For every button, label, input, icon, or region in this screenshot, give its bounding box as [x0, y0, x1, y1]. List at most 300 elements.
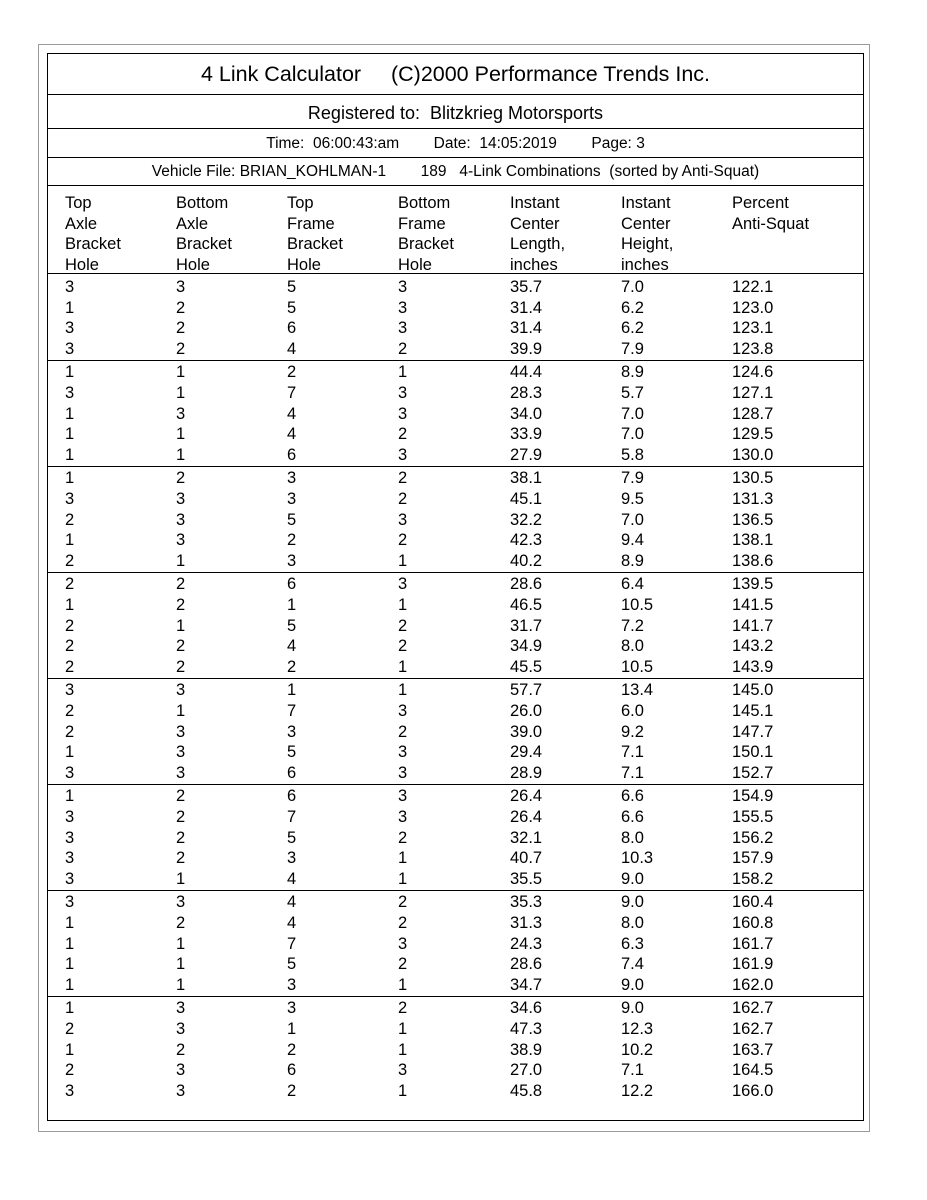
cell-ic-height: 9.0	[621, 869, 644, 888]
cell-anti-squat: 162.7	[732, 999, 774, 1018]
cell-top-frame-hole: 4	[287, 893, 297, 912]
cell-top-frame-hole: 5	[287, 743, 297, 762]
cell-top-axle-hole: 2	[65, 657, 75, 676]
registered-name: Blitzkrieg Motorsports	[430, 103, 604, 123]
cell-bottom-axle-hole: 1	[176, 384, 186, 402]
cell-top-frame-hole: 5	[287, 298, 297, 317]
cell-top-axle-hole: 3	[65, 828, 75, 847]
cell-top-frame-hole: 5	[287, 616, 297, 635]
cell-anti-squat: 136.5	[732, 510, 774, 529]
cell-bottom-frame-hole: 3	[398, 1061, 408, 1080]
cell-ic-length: 31.4	[510, 319, 543, 338]
cell-ic-length: 45.5	[510, 657, 543, 676]
header-line: Anti-Squat	[732, 214, 810, 233]
cell-bottom-frame-hole: 1	[398, 1040, 408, 1059]
cell-top-axle-hole: 3	[65, 869, 75, 888]
time-label: Time:	[266, 135, 305, 152]
cell-ic-length: 38.9	[510, 1040, 543, 1059]
cell-ic-height: 7.0	[621, 510, 644, 529]
cell-anti-squat: 123.0	[732, 298, 774, 317]
cell-ic-height: 5.8	[621, 445, 644, 464]
cell-ic-length: 46.5	[510, 596, 543, 614]
cell-top-frame-hole: 4	[287, 869, 297, 888]
cell-anti-squat: 129.5	[732, 425, 774, 444]
header-line: Top	[65, 194, 92, 212]
cell-top-axle-hole: 1	[65, 1040, 75, 1059]
cell-bottom-frame-hole: 3	[398, 763, 408, 782]
cell-bottom-axle-hole: 2	[176, 1040, 186, 1059]
cell-bottom-frame-hole: 3	[398, 278, 408, 296]
cell-top-frame-hole: 5	[287, 510, 297, 529]
registration-line	[48, 104, 863, 122]
vehicle-file-value: BRIAN_KOHLMAN-1	[239, 163, 387, 180]
cell-top-axle-hole: 3	[65, 319, 75, 338]
cell-top-frame-hole: 4	[287, 637, 297, 656]
header-line: Hole	[176, 255, 210, 274]
group-divider	[48, 678, 863, 679]
cell-ic-length: 32.1	[510, 828, 543, 847]
cell-anti-squat: 145.1	[732, 702, 774, 720]
cell-bottom-axle-hole: 2	[176, 657, 186, 676]
cell-top-frame-hole: 2	[287, 1040, 297, 1059]
cell-ic-length: 28.6	[510, 955, 543, 974]
header-line: Hole	[65, 255, 99, 274]
cell-top-frame-hole: 5	[287, 955, 297, 974]
cell-top-frame-hole: 6	[287, 445, 297, 464]
cell-top-frame-hole: 2	[287, 531, 297, 550]
cell-ic-length: 29.4	[510, 743, 543, 762]
cell-anti-squat: 163.7	[732, 1040, 774, 1059]
cell-bottom-axle-hole: 1	[176, 934, 186, 953]
cell-bottom-axle-hole: 1	[176, 955, 186, 974]
cell-ic-length: 28.3	[510, 384, 543, 402]
cell-ic-height: 12.3	[621, 1020, 654, 1038]
header-line: Height,	[621, 235, 674, 254]
cell-top-frame-hole: 2	[287, 657, 297, 676]
cell-top-axle-hole: 1	[65, 363, 75, 382]
cell-bottom-frame-hole: 3	[398, 510, 408, 529]
cell-ic-height: 10.3	[621, 849, 654, 868]
cell-ic-length: 31.3	[510, 914, 543, 932]
header-line: inches	[510, 255, 558, 274]
cell-bottom-axle-hole: 2	[176, 319, 186, 338]
cell-top-axle-hole: 3	[65, 893, 75, 912]
header-line: inches	[621, 255, 669, 274]
cell-anti-squat: 160.4	[732, 893, 774, 912]
report-meta	[48, 136, 863, 152]
cell-ic-length: 26.4	[510, 787, 543, 806]
cell-bottom-frame-hole: 2	[398, 914, 408, 932]
cell-top-axle-hole: 1	[65, 914, 75, 932]
cell-ic-length: 28.9	[510, 763, 543, 782]
cell-anti-squat: 141.5	[732, 596, 774, 614]
cell-bottom-frame-hole: 1	[398, 869, 408, 888]
cell-top-axle-hole: 2	[65, 1020, 75, 1038]
cell-top-axle-hole: 2	[65, 616, 75, 635]
combinations-count: 189	[420, 163, 447, 180]
cell-ic-length: 45.8	[510, 1081, 543, 1100]
cell-bottom-frame-hole: 1	[398, 657, 408, 676]
cell-top-frame-hole: 6	[287, 1061, 297, 1080]
cell-ic-height: 8.0	[621, 637, 644, 656]
cell-ic-length: 42.3	[510, 531, 543, 550]
cell-anti-squat: 147.7	[732, 722, 774, 741]
vehicle-info	[48, 164, 863, 180]
cell-anti-squat: 130.0	[732, 445, 774, 464]
cell-anti-squat: 156.2	[732, 828, 774, 847]
cell-anti-squat: 128.7	[732, 404, 774, 423]
cell-top-axle-hole: 3	[65, 1081, 75, 1100]
cell-top-frame-hole: 4	[287, 339, 297, 358]
cell-bottom-axle-hole: 3	[176, 490, 186, 508]
header-line: Bottom	[176, 194, 229, 212]
cell-ic-height: 7.9	[621, 339, 644, 358]
cell-bottom-frame-hole: 3	[398, 808, 408, 826]
cell-bottom-frame-hole: 1	[398, 596, 408, 614]
cell-anti-squat: 157.9	[732, 849, 774, 868]
header-line: Bracket	[65, 235, 121, 254]
cell-bottom-axle-hole: 3	[176, 999, 186, 1018]
cell-ic-height: 7.2	[621, 616, 644, 635]
cell-top-frame-hole: 6	[287, 575, 297, 594]
report-title	[48, 64, 863, 86]
cell-bottom-axle-hole: 3	[176, 763, 186, 782]
header-line: Bottom	[398, 194, 451, 212]
cell-anti-squat: 155.5	[732, 808, 774, 826]
page-label: Page:	[591, 135, 632, 152]
header-line: Bracket	[176, 235, 232, 254]
cell-top-frame-hole: 4	[287, 425, 297, 444]
header-line: Instant	[510, 194, 560, 212]
cell-bottom-frame-hole: 3	[398, 934, 408, 953]
cell-top-axle-hole: 3	[65, 808, 75, 826]
cell-bottom-axle-hole: 3	[176, 722, 186, 741]
cell-top-frame-hole: 7	[287, 934, 297, 953]
cell-top-frame-hole: 3	[287, 722, 297, 741]
header-top-axle-hole	[65, 193, 121, 275]
header-ic-length	[510, 193, 565, 275]
cell-bottom-frame-hole: 1	[398, 1081, 408, 1100]
cell-bottom-axle-hole: 3	[176, 743, 186, 762]
cell-top-axle-hole: 2	[65, 575, 75, 594]
cell-bottom-frame-hole: 1	[398, 1020, 408, 1038]
cell-anti-squat: 141.7	[732, 616, 774, 635]
cell-bottom-frame-hole: 3	[398, 319, 408, 338]
combinations-label: 4-Link Combinations (sorted by Anti-Squat)	[459, 163, 760, 180]
group-divider	[48, 466, 863, 467]
cell-ic-length: 27.9	[510, 445, 543, 464]
cell-bottom-axle-hole: 2	[176, 849, 186, 868]
cell-bottom-frame-hole: 3	[398, 384, 408, 402]
cell-bottom-frame-hole: 2	[398, 828, 408, 847]
cell-top-axle-hole: 2	[65, 722, 75, 741]
cell-anti-squat: 162.0	[732, 975, 774, 994]
cell-bottom-axle-hole: 1	[176, 702, 186, 720]
cell-top-axle-hole: 1	[65, 404, 75, 423]
cell-ic-height: 7.1	[621, 763, 644, 782]
cell-ic-height: 9.2	[621, 722, 644, 741]
header-line: Frame	[287, 214, 335, 233]
cell-ic-height: 6.4	[621, 575, 644, 594]
cell-bottom-axle-hole: 3	[176, 404, 186, 423]
cell-bottom-axle-hole: 2	[176, 469, 186, 488]
date-label: Date:	[433, 135, 471, 152]
cell-anti-squat: 145.0	[732, 681, 774, 700]
cell-ic-length: 35.7	[510, 278, 543, 296]
cell-anti-squat: 158.2	[732, 869, 774, 888]
group-divider	[48, 572, 863, 573]
cell-top-axle-hole: 1	[65, 531, 75, 550]
header-line: Axle	[65, 214, 98, 233]
cell-ic-length: 40.7	[510, 849, 543, 868]
cell-top-axle-hole: 1	[65, 975, 75, 994]
cell-anti-squat: 124.6	[732, 363, 774, 382]
cell-bottom-frame-hole: 2	[398, 893, 408, 912]
cell-ic-length: 32.2	[510, 510, 543, 529]
cell-top-frame-hole: 4	[287, 404, 297, 423]
cell-ic-height: 12.2	[621, 1081, 654, 1100]
cell-ic-length: 35.3	[510, 893, 543, 912]
cell-top-axle-hole: 3	[65, 339, 75, 358]
cell-ic-length: 33.9	[510, 425, 543, 444]
cell-ic-height: 8.0	[621, 828, 644, 847]
cell-ic-height: 8.0	[621, 914, 644, 932]
cell-top-frame-hole: 1	[287, 596, 297, 614]
cell-anti-squat: 138.1	[732, 531, 774, 550]
cell-top-axle-hole: 1	[65, 445, 75, 464]
cell-ic-length: 45.1	[510, 490, 543, 508]
cell-ic-height: 9.4	[621, 531, 644, 550]
cell-top-axle-hole: 3	[65, 278, 75, 296]
date-value: 14:05:2019	[479, 135, 557, 152]
cell-top-axle-hole: 3	[65, 681, 75, 700]
cell-ic-length: 44.4	[510, 363, 543, 382]
cell-ic-length: 34.0	[510, 404, 543, 423]
cell-anti-squat: 139.5	[732, 575, 774, 594]
cell-bottom-axle-hole: 2	[176, 828, 186, 847]
cell-top-frame-hole: 3	[287, 551, 297, 570]
cell-ic-length: 40.2	[510, 551, 543, 570]
group-divider	[48, 996, 863, 997]
cell-top-frame-hole: 1	[287, 1020, 297, 1038]
copyright: (C)2000 Performance Trends Inc.	[390, 62, 711, 86]
cell-ic-height: 10.2	[621, 1040, 654, 1059]
cell-ic-height: 9.0	[621, 893, 644, 912]
page-number: 3	[636, 135, 645, 152]
cell-top-frame-hole: 5	[287, 278, 297, 296]
cell-bottom-axle-hole: 2	[176, 808, 186, 826]
cell-bottom-axle-hole: 1	[176, 975, 186, 994]
cell-bottom-axle-hole: 1	[176, 425, 186, 444]
registered-label: Registered to:	[307, 103, 420, 123]
group-divider	[48, 784, 863, 785]
cell-bottom-axle-hole: 2	[176, 298, 186, 317]
cell-ic-height: 9.5	[621, 490, 644, 508]
header-line: Frame	[398, 214, 446, 233]
header-line: Top	[287, 194, 314, 212]
cell-top-frame-hole: 3	[287, 490, 297, 508]
cell-ic-length: 39.9	[510, 339, 543, 358]
cell-bottom-frame-hole: 2	[398, 469, 408, 488]
cell-ic-height: 8.9	[621, 363, 644, 382]
header-line: Hole	[398, 255, 432, 274]
header-bottom-axle-hole	[176, 193, 232, 275]
cell-ic-height: 7.1	[621, 743, 644, 762]
cell-ic-height: 6.6	[621, 808, 644, 826]
cell-ic-height: 6.3	[621, 934, 644, 953]
cell-top-frame-hole: 6	[287, 763, 297, 782]
cell-ic-length: 35.5	[510, 869, 543, 888]
cell-bottom-axle-hole: 2	[176, 575, 186, 594]
group-divider	[48, 273, 863, 274]
cell-top-frame-hole: 7	[287, 808, 297, 826]
cell-bottom-frame-hole: 2	[398, 339, 408, 358]
cell-top-frame-hole: 3	[287, 999, 297, 1018]
cell-bottom-frame-hole: 2	[398, 955, 408, 974]
divider	[48, 185, 863, 186]
cell-top-frame-hole: 3	[287, 849, 297, 868]
cell-anti-squat: 131.3	[732, 490, 774, 508]
cell-bottom-frame-hole: 1	[398, 551, 408, 570]
cell-top-frame-hole: 3	[287, 469, 297, 488]
cell-anti-squat: 130.5	[732, 469, 774, 488]
cell-anti-squat: 138.6	[732, 551, 774, 570]
cell-anti-squat: 143.9	[732, 657, 774, 676]
cell-anti-squat: 122.1	[732, 278, 774, 296]
divider	[48, 94, 863, 95]
cell-ic-length: 27.0	[510, 1061, 543, 1080]
cell-ic-height: 13.4	[621, 681, 654, 700]
cell-top-frame-hole: 3	[287, 975, 297, 994]
cell-top-frame-hole: 2	[287, 363, 297, 382]
cell-top-frame-hole: 2	[287, 1081, 297, 1100]
cell-top-frame-hole: 7	[287, 384, 297, 402]
cell-bottom-frame-hole: 2	[398, 490, 408, 508]
cell-anti-squat: 162.7	[732, 1020, 774, 1038]
cell-ic-height: 6.6	[621, 787, 644, 806]
cell-ic-length: 24.3	[510, 934, 543, 953]
cell-top-frame-hole: 5	[287, 828, 297, 847]
cell-top-axle-hole: 1	[65, 934, 75, 953]
header-line: Length,	[510, 235, 566, 254]
cell-anti-squat: 150.1	[732, 743, 774, 762]
cell-ic-height: 8.9	[621, 551, 644, 570]
cell-top-axle-hole: 1	[65, 955, 75, 974]
cell-anti-squat: 161.9	[732, 955, 774, 974]
time-value: 06:00:43:am	[313, 135, 400, 152]
cell-top-axle-hole: 1	[65, 999, 75, 1018]
cell-ic-length: 57.7	[510, 681, 543, 700]
cell-ic-length: 26.4	[510, 808, 543, 826]
cell-top-axle-hole: 2	[65, 702, 75, 720]
cell-top-axle-hole: 3	[65, 490, 75, 508]
group-divider	[48, 360, 863, 361]
cell-bottom-frame-hole: 2	[398, 999, 408, 1018]
cell-top-axle-hole: 1	[65, 425, 75, 444]
report-frame	[47, 53, 864, 1121]
cell-bottom-frame-hole: 3	[398, 445, 408, 464]
cell-ic-height: 6.0	[621, 702, 644, 720]
cell-anti-squat: 143.2	[732, 637, 774, 656]
cell-ic-length: 31.7	[510, 616, 543, 635]
cell-bottom-axle-hole: 2	[176, 787, 186, 806]
cell-bottom-axle-hole: 3	[176, 681, 186, 700]
cell-bottom-frame-hole: 3	[398, 298, 408, 317]
cell-bottom-axle-hole: 2	[176, 339, 186, 358]
cell-ic-length: 26.0	[510, 702, 543, 720]
cell-top-axle-hole: 3	[65, 849, 75, 868]
cell-ic-length: 38.1	[510, 469, 543, 488]
cell-bottom-axle-hole: 3	[176, 1081, 186, 1100]
cell-bottom-frame-hole: 1	[398, 363, 408, 382]
cell-ic-height: 7.0	[621, 278, 644, 296]
cell-ic-height: 9.0	[621, 975, 644, 994]
cell-anti-squat: 154.9	[732, 787, 774, 806]
cell-top-frame-hole: 1	[287, 681, 297, 700]
group-divider	[48, 890, 863, 891]
divider	[48, 157, 863, 158]
cell-top-axle-hole: 2	[65, 551, 75, 570]
header-bottom-frame-hole	[398, 193, 454, 275]
cell-ic-length: 28.6	[510, 575, 543, 594]
cell-bottom-axle-hole: 1	[176, 363, 186, 382]
cell-top-frame-hole: 6	[287, 787, 297, 806]
cell-top-frame-hole: 4	[287, 914, 297, 932]
cell-ic-height: 10.5	[621, 657, 654, 676]
cell-top-axle-hole: 3	[65, 763, 75, 782]
cell-bottom-frame-hole: 3	[398, 702, 408, 720]
cell-anti-squat: 127.1	[732, 384, 774, 402]
cell-ic-height: 7.0	[621, 425, 644, 444]
cell-anti-squat: 166.0	[732, 1081, 774, 1100]
cell-top-axle-hole: 1	[65, 469, 75, 488]
cell-bottom-frame-hole: 3	[398, 787, 408, 806]
cell-anti-squat: 152.7	[732, 763, 774, 782]
cell-top-axle-hole: 1	[65, 596, 75, 614]
cell-bottom-axle-hole: 1	[176, 869, 186, 888]
cell-bottom-frame-hole: 3	[398, 575, 408, 594]
cell-anti-squat: 123.1	[732, 319, 774, 338]
cell-top-axle-hole: 2	[65, 1061, 75, 1080]
divider	[48, 128, 863, 129]
cell-ic-height: 7.1	[621, 1061, 644, 1080]
header-line: Axle	[176, 214, 209, 233]
header-anti-squat	[732, 193, 809, 234]
cell-anti-squat: 164.5	[732, 1061, 774, 1080]
cell-ic-length: 47.3	[510, 1020, 543, 1038]
header-line: Center	[621, 214, 671, 233]
cell-ic-length: 34.6	[510, 999, 543, 1018]
cell-ic-length: 39.0	[510, 722, 543, 741]
cell-top-frame-hole: 6	[287, 319, 297, 338]
cell-bottom-frame-hole: 1	[398, 849, 408, 868]
cell-bottom-frame-hole: 2	[398, 637, 408, 656]
cell-ic-height: 9.0	[621, 999, 644, 1018]
cell-bottom-axle-hole: 3	[176, 893, 186, 912]
cell-ic-length: 34.7	[510, 975, 543, 994]
cell-bottom-frame-hole: 2	[398, 616, 408, 635]
cell-top-axle-hole: 2	[65, 510, 75, 529]
cell-bottom-axle-hole: 1	[176, 445, 186, 464]
cell-anti-squat: 160.8	[732, 914, 774, 932]
cell-anti-squat: 123.8	[732, 339, 774, 358]
header-ic-height	[621, 193, 673, 275]
cell-ic-height: 6.2	[621, 319, 644, 338]
cell-bottom-axle-hole: 2	[176, 596, 186, 614]
cell-ic-height: 10.5	[621, 596, 654, 614]
cell-bottom-axle-hole: 3	[176, 510, 186, 529]
cell-bottom-frame-hole: 2	[398, 425, 408, 444]
